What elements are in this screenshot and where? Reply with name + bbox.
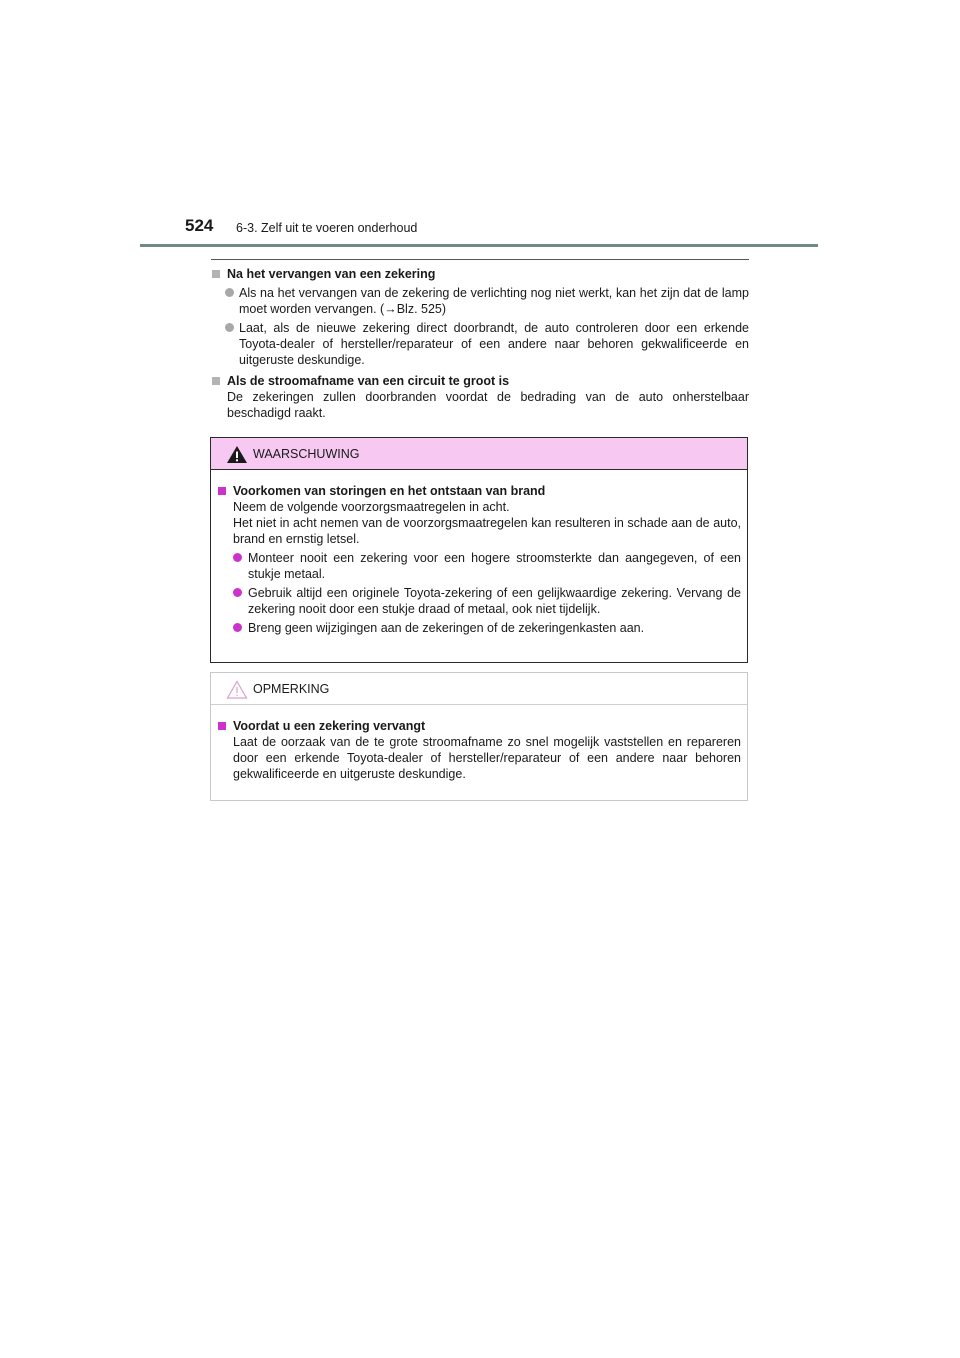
square-bullet-icon bbox=[218, 487, 226, 495]
note-box bbox=[210, 672, 748, 801]
list-item: Gebruik altijd een originele Toyota-zekering of een gelijkwaardige zekering. Vervang de zekering nooit door een stukje draad of metaal, ook niet tijdelijk. bbox=[217, 585, 741, 617]
section-text: De zekeringen zullen doorbranden voordat de bedrading van de auto onherstelbaar beschadigd raakt. bbox=[227, 390, 749, 420]
section-title: 6-3. Zelf uit te voeren onderhoud bbox=[236, 221, 418, 235]
warning-header bbox=[211, 438, 747, 470]
warning-triangle-icon bbox=[226, 445, 248, 464]
note-header bbox=[211, 673, 747, 705]
list-item: Als na het vervangen van de zekering de verlichting nog niet werkt, kan het zijn dat de lamp moet worden vervangen. (→Blz. 525) bbox=[211, 285, 749, 317]
square-bullet-icon bbox=[212, 270, 220, 278]
warning-text: Het niet in acht nemen van de voorzorgsmaatregelen kan resulteren in schade aan de auto, brand en ernstig letsel. bbox=[233, 516, 741, 546]
note-label: OPMERKING bbox=[253, 682, 330, 696]
round-bullet-icon bbox=[233, 553, 242, 562]
main-content bbox=[211, 266, 749, 421]
notice-triangle-icon bbox=[226, 680, 248, 699]
warning-heading: Voorkomen van storingen en het ontstaan van brand bbox=[217, 483, 741, 499]
warning-text: Neem de volgende voorzorgsmaatregelen in acht. bbox=[233, 500, 510, 514]
round-bullet-icon bbox=[233, 623, 242, 632]
header-rule bbox=[140, 244, 818, 247]
square-bullet-icon bbox=[218, 722, 226, 730]
section-heading: Na het vervangen van een zekering bbox=[211, 266, 749, 282]
note-heading: Voordat u een zekering vervangt bbox=[217, 718, 741, 734]
section-heading: Als de stroomafname van een circuit te groot is bbox=[211, 373, 749, 389]
list-item: Laat, als de nieuwe zekering direct doorbrandt, de auto controleren door een erkende Toyota-dealer of hersteller/reparateur of een andere naar behoren gekwalificeerde en uitgeruste deskundige. bbox=[211, 320, 749, 368]
round-bullet-icon bbox=[225, 288, 234, 297]
content-rule bbox=[211, 259, 749, 260]
list-item: Monteer nooit een zekering voor een hogere stroomsterkte dan aangegeven, of een stukje metaal. bbox=[217, 550, 741, 582]
square-bullet-icon bbox=[212, 377, 220, 385]
note-text: Laat de oorzaak van de te grote stroomafname zo snel mogelijk vaststellen en repareren door een erkende Toyota-dealer of hersteller/reparateur of een andere naar behoren gekwalificeerde en uitgeruste deskundige. bbox=[233, 735, 741, 781]
round-bullet-icon bbox=[225, 323, 234, 332]
round-bullet-icon bbox=[233, 588, 242, 597]
page-number: 524 bbox=[185, 216, 214, 235]
list-item: Breng geen wijzigingen aan de zekeringen of de zekeringenkasten aan. bbox=[217, 620, 741, 636]
warning-label: WAARSCHUWING bbox=[253, 447, 360, 461]
warning-box bbox=[210, 437, 748, 663]
